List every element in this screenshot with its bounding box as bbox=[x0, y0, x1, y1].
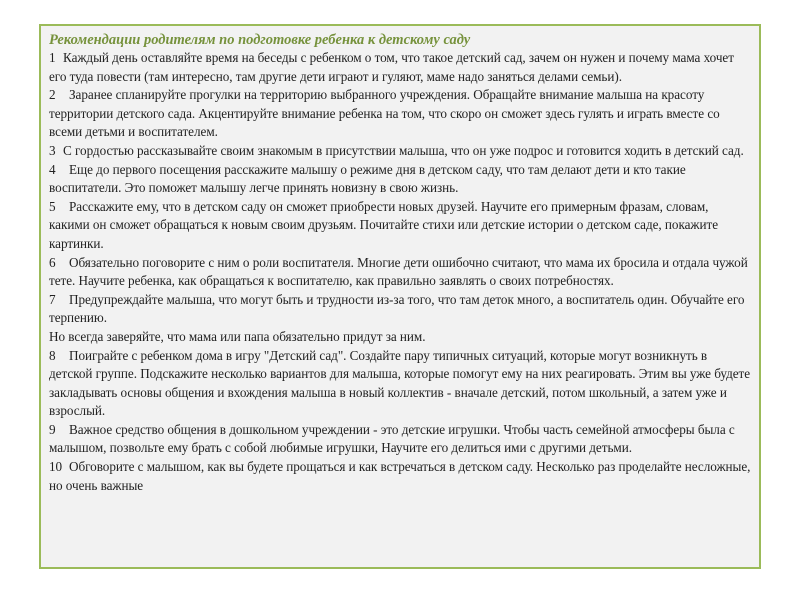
paragraph-number: 4 bbox=[49, 161, 56, 177]
paragraph-text: Поиграйте с ребенком дома в игру "Детский сад". Создайте пару типичных ситуаций, которые могут возникнуть в детской группе. Подскажите несколько вариантов для малыша, которые помогут ему на них реагировать. Этим вы уже будете закладывать основы общения и вхождения малыша в новый коллектив - вначале детский, потом школьный, а затем уже и взрослый. bbox=[49, 347, 751, 419]
paragraph-10 bbox=[49, 458, 751, 495]
paragraph-3 bbox=[49, 142, 751, 161]
paragraph-number: 3 bbox=[49, 142, 56, 158]
document-frame bbox=[39, 24, 761, 569]
paragraph-text: Обговорите с малышом, как вы будете прощаться и как встречаться в детском саду. Несколько раз проделайте несложные, но очень важные bbox=[49, 459, 751, 493]
paragraph-number: 10 bbox=[49, 459, 63, 475]
paragraph-text: Но всегда заверяйте, что мама или папа обязательно придут за ним. bbox=[49, 328, 426, 344]
paragraph-number: 2 bbox=[49, 87, 56, 103]
paragraph-text: Важное средство общения в дошкольном учреждении - это детские игрушки. Чтобы часть семейной атмосферы была с малышом, позвольте ему брать с собой любимые игрушки, Научите его делиться ими с другими детьми. bbox=[49, 421, 735, 456]
paragraph-number: 1 bbox=[49, 50, 56, 65]
paragraph-text: Каждый день оставляйте время на беседы с ребенком о том, что такое детский сад, зачем он нужен и почему мама хочет его туда повести (там интересно, там другие дети играют и гуляют, маме надо заняться делами семьи). bbox=[49, 50, 734, 84]
paragraph-text: Расскажите ему, что в детском саду он сможет приобрести новых друзей. Научите его примерным фразам, словам, какими он сможет обращаться к новым своим друзьям. Почитайте стихи или детские истории о детском саде, покажите картинки. bbox=[49, 198, 719, 251]
paragraph-9 bbox=[49, 421, 751, 458]
paragraph-text: Заранее спланируйте прогулки на территорию выбранного учреждения. Обращайте внимание малыша на красоту территории детского сада. Акцентируйте внимание ребенка на том, что скоро он сможет здесь гулять и играть вместе со всеми детьми и воспитателем. bbox=[49, 87, 720, 140]
paragraph-text: Обязательно поговорите с ним о роли воспитателя. Многие дети ошибочно считают, что мама их бросила и отдала чужой тете. Научите ребенка, как обращаться к воспитателю, как правильно заявлять о своих потребностях. bbox=[49, 254, 748, 289]
paragraph-5 bbox=[49, 198, 751, 254]
paragraph-7-continued bbox=[49, 328, 751, 347]
paragraph-text: Еще до первого посещения расскажите малышу о режиме дня в детском саду, что там делают дети и кто такие воспитатели. Это поможет малышу легче принять новизну в свою жизнь. bbox=[49, 161, 686, 196]
paragraph-1 bbox=[49, 49, 751, 86]
paragraph-number: 8 bbox=[49, 347, 56, 363]
paragraph-number: 9 bbox=[49, 421, 56, 437]
paragraph-8 bbox=[49, 347, 751, 421]
paragraph-number: 6 bbox=[49, 254, 56, 270]
paragraph-number: 5 bbox=[49, 198, 56, 214]
paragraph-2 bbox=[49, 86, 751, 142]
paragraph-7 bbox=[49, 291, 751, 328]
paragraph-text: С гордостью рассказывайте своим знакомым в присутствии малыша, что он уже подрос и готовится ходить в детский сад. bbox=[63, 142, 744, 158]
paragraph-number: 7 bbox=[49, 291, 56, 307]
paragraph-6 bbox=[49, 254, 751, 291]
document-title: Рекомендации родителям по подготовке ребенка к детскому саду bbox=[49, 32, 471, 48]
paragraph-text: Предупреждайте малыша, что могут быть и трудности из-за того, что там деток много, а воспитатель один. Обучайте его терпению. bbox=[49, 291, 745, 326]
paragraph-4 bbox=[49, 161, 751, 198]
